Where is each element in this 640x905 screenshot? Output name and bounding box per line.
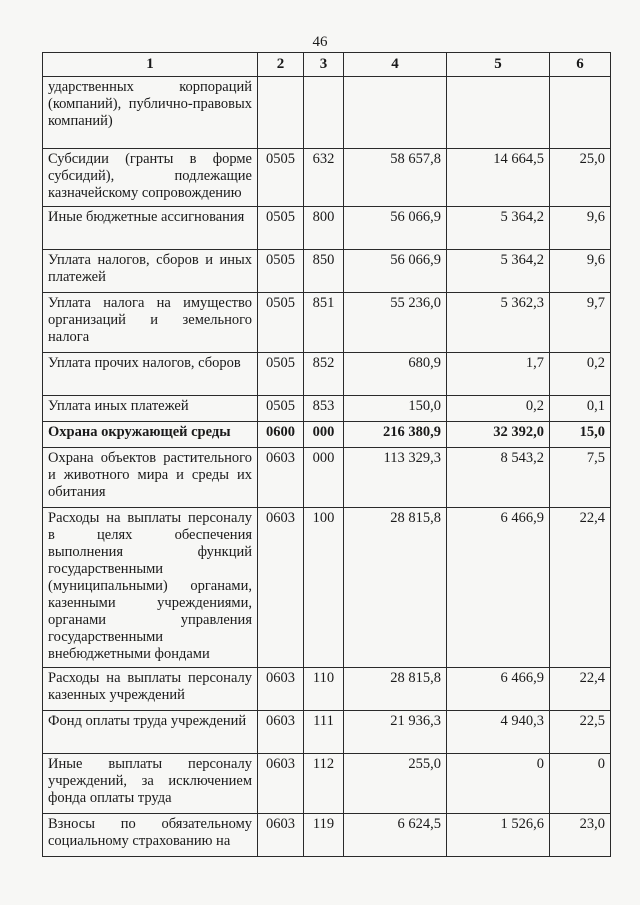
row-fact-value: 8 543,2: [447, 448, 550, 508]
row-expense-type: 111: [304, 711, 344, 754]
row-name: Уплата налога на имущество организаций и земельного налога: [43, 293, 258, 353]
row-plan-value: 21 936,3: [344, 711, 447, 754]
row-percent: 22,4: [550, 668, 611, 711]
row-expense-type: 000: [304, 422, 344, 448]
table-row: [43, 754, 611, 814]
table-row: [43, 77, 611, 149]
row-fact-value: 1,7: [447, 353, 550, 396]
row-fact-value: 14 664,5: [447, 149, 550, 207]
row-plan-value: 216 380,9: [344, 422, 447, 448]
row-section-code: 0603: [258, 508, 304, 668]
row-plan-value: 255,0: [344, 754, 447, 814]
table-row: [43, 250, 611, 293]
row-section-code: 0603: [258, 814, 304, 857]
row-expense-type: 852: [304, 353, 344, 396]
row-name: Охрана объектов растительного и животного мира и среды их обитания: [43, 448, 258, 508]
col-header-plan: 4: [344, 53, 447, 77]
row-section-code: 0505: [258, 396, 304, 422]
row-percent: 0,2: [550, 353, 611, 396]
row-section-code: 0603: [258, 754, 304, 814]
table-row: [43, 149, 611, 207]
row-name: Фонд оплаты труда учреждений: [43, 711, 258, 754]
row-fact-value: 5 364,2: [447, 250, 550, 293]
row-plan-value: 150,0: [344, 396, 447, 422]
row-percent: 9,6: [550, 250, 611, 293]
row-plan-value: [344, 77, 447, 149]
row-fact-value: 1 526,6: [447, 814, 550, 857]
row-plan-value: 55 236,0: [344, 293, 447, 353]
row-section-code: 0505: [258, 207, 304, 250]
row-percent: 9,7: [550, 293, 611, 353]
table-row: [43, 668, 611, 711]
row-fact-value: 4 940,3: [447, 711, 550, 754]
row-fact-value: 5 364,2: [447, 207, 550, 250]
row-plan-value: 680,9: [344, 353, 447, 396]
row-expense-type: 112: [304, 754, 344, 814]
row-expense-type: 851: [304, 293, 344, 353]
row-fact-value: 6 466,9: [447, 508, 550, 668]
row-section-code: 0505: [258, 149, 304, 207]
table-row: [43, 448, 611, 508]
col-header-percent: 6: [550, 53, 611, 77]
row-percent: [550, 77, 611, 149]
row-expense-type: 000: [304, 448, 344, 508]
row-name: Уплата налогов, сборов и иных платежей: [43, 250, 258, 293]
row-percent: 9,6: [550, 207, 611, 250]
row-section-code: 0505: [258, 353, 304, 396]
row-fact-value: 32 392,0: [447, 422, 550, 448]
row-plan-value: 58 657,8: [344, 149, 447, 207]
row-percent: 0: [550, 754, 611, 814]
row-fact-value: 0,2: [447, 396, 550, 422]
row-expense-type: 632: [304, 149, 344, 207]
row-fact-value: [447, 77, 550, 149]
table-row: [43, 422, 611, 448]
col-header-type: 3: [304, 53, 344, 77]
col-header-fact: 5: [447, 53, 550, 77]
row-plan-value: 6 624,5: [344, 814, 447, 857]
row-name: Субсидии (гранты в форме субсидий), подлежащие казначейскому сопровождению: [43, 149, 258, 207]
row-expense-type: 100: [304, 508, 344, 668]
col-header-section: 2: [258, 53, 304, 77]
table-row: [43, 396, 611, 422]
row-section-code: [258, 77, 304, 149]
row-percent: 15,0: [550, 422, 611, 448]
table-row: [43, 293, 611, 353]
row-name: Иные выплаты персоналу учреждений, за исключением фонда оплаты труда: [43, 754, 258, 814]
row-name: Уплата прочих налогов, сборов: [43, 353, 258, 396]
table-row: [43, 207, 611, 250]
row-fact-value: 0: [447, 754, 550, 814]
row-name: Иные бюджетные ассигнования: [43, 207, 258, 250]
budget-table: [42, 52, 611, 857]
row-name: ударственных корпораций (компаний), публично-правовых компаний): [43, 77, 258, 149]
row-section-code: 0603: [258, 711, 304, 754]
row-name: Расходы на выплаты персоналу казенных учреждений: [43, 668, 258, 711]
row-name: Расходы на выплаты персоналу в целях обеспечения выполнения функций государственными (муниципальными) органами, казенными учреждениями, органами управления государственными внебюджетными фондами: [43, 508, 258, 668]
row-percent: 25,0: [550, 149, 611, 207]
row-plan-value: 56 066,9: [344, 250, 447, 293]
row-percent: 22,5: [550, 711, 611, 754]
table-row: [43, 353, 611, 396]
row-plan-value: 28 815,8: [344, 508, 447, 668]
row-percent: 7,5: [550, 448, 611, 508]
row-section-code: 0600: [258, 422, 304, 448]
row-name: Уплата иных платежей: [43, 396, 258, 422]
row-fact-value: 5 362,3: [447, 293, 550, 353]
row-expense-type: 853: [304, 396, 344, 422]
row-percent: 22,4: [550, 508, 611, 668]
row-expense-type: 850: [304, 250, 344, 293]
row-percent: 23,0: [550, 814, 611, 857]
table-row: [43, 508, 611, 668]
row-plan-value: 28 815,8: [344, 668, 447, 711]
row-plan-value: 56 066,9: [344, 207, 447, 250]
row-section-code: 0603: [258, 448, 304, 508]
row-section-code: 0505: [258, 293, 304, 353]
col-header-name: 1: [43, 53, 258, 77]
row-section-code: 0505: [258, 250, 304, 293]
header-row: [43, 53, 611, 77]
row-expense-type: [304, 77, 344, 149]
row-expense-type: 800: [304, 207, 344, 250]
page-number: 46: [312, 34, 328, 50]
row-name: Охрана окружающей среды: [43, 422, 258, 448]
row-expense-type: 119: [304, 814, 344, 857]
row-name: Взносы по обязательному социальному страхованию на: [43, 814, 258, 857]
table-row: [43, 711, 611, 754]
row-fact-value: 6 466,9: [447, 668, 550, 711]
row-expense-type: 110: [304, 668, 344, 711]
table-row: [43, 814, 611, 857]
row-percent: 0,1: [550, 396, 611, 422]
row-section-code: 0603: [258, 668, 304, 711]
row-plan-value: 113 329,3: [344, 448, 447, 508]
